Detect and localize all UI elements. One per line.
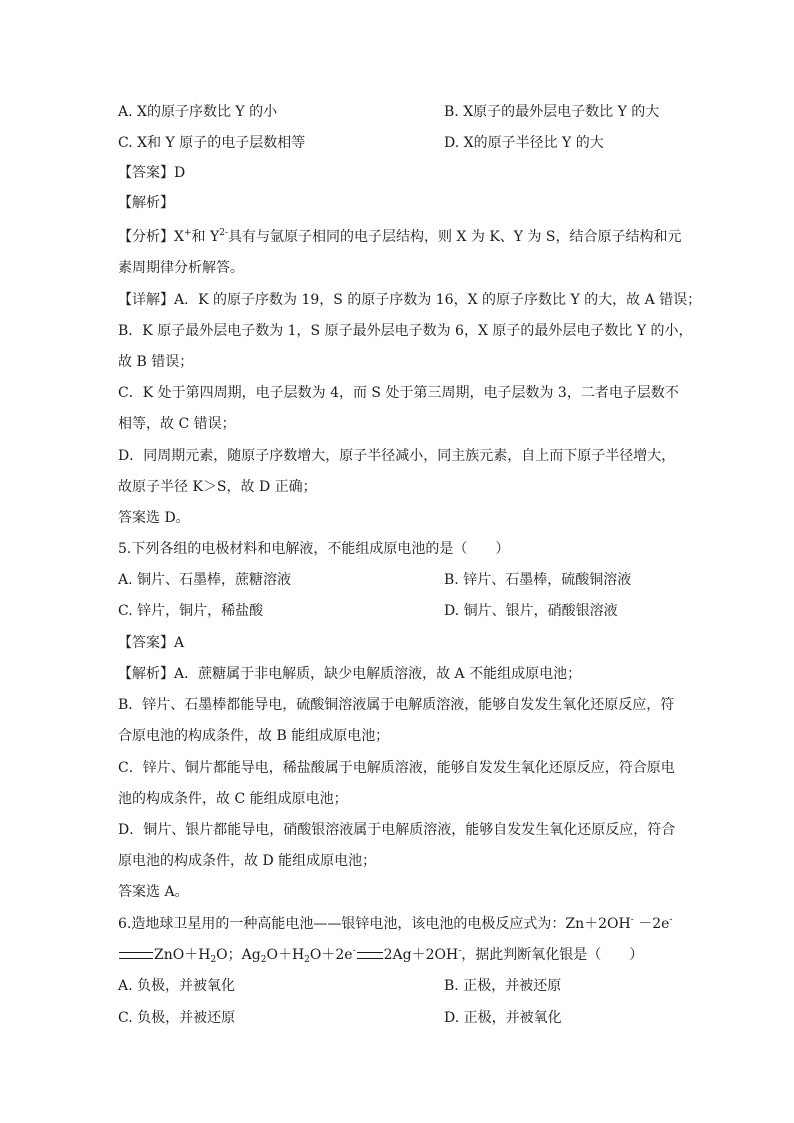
q6-stem2-c: O＋H <box>266 947 305 963</box>
q5-jiexi-line7: 原电池的构成条件，故 D 能组成原电池； <box>118 853 377 869</box>
q6-stem2-sup2: - <box>458 946 462 956</box>
q6-stem-line2 <box>118 945 643 965</box>
q4-xiangjie-line6: D．同周期元素，随原子序数增大，原子半径减小，同主族元素，自上而下原子半径增大， <box>118 448 676 464</box>
q5-option-a: A. 铜片、石墨棒，蔗糖溶液 <box>118 572 292 588</box>
q5-jiexi-line6: D．铜片、银片都能导电，硝酸银溶液属于电解质溶液，能够自发发生氧化还原反应，符合 <box>118 822 676 838</box>
q4-fenxi-line2: 素周期律分析解答。 <box>118 260 244 276</box>
q5-jiexi-line5: 池的构成条件，故 C 能组成原电池； <box>118 791 348 807</box>
q6-option-a: A. 负极，并被氧化 <box>118 978 236 994</box>
q4-option-d: D. X的原子半径比 Y 的大 <box>444 135 604 151</box>
q6-stem2-a: ZnO＋H <box>154 947 211 963</box>
q6-stem2-sup1: - <box>352 946 356 956</box>
q4-fenxi-sup-plus: + <box>183 228 192 238</box>
q4-xiangjie-line3: 故 B 错误； <box>118 354 194 370</box>
q4-fenxi-text-b: 和 Y <box>191 229 220 245</box>
q6-stem2-d: O＋2e <box>309 947 353 963</box>
q6-stem2-b: O；Ag <box>216 947 261 963</box>
q4-xiangjie-line7: 故原子半径 K＞S，故 D 正确； <box>118 479 317 495</box>
q6-stem-line1 <box>118 914 672 934</box>
q4-xiangjie-line1: 【详解】A．K 的原子序数为 19，S 的原子序数为 16，X 的原子序数比 Y 的大，故 A 错误； <box>118 292 702 308</box>
q4-final-answer: 答案选 D。 <box>118 510 190 526</box>
q4-option-b: B. X原子的最外层电子数比 Y 的大 <box>444 104 660 120</box>
q4-xiangjie-line2: B．K 原子最外层电子数为 1，S 原子最外层电子数为 6，X 原子的最外层电子数比 Y 的小， <box>118 323 693 339</box>
q6-stem2-sub3: 2 <box>304 955 310 965</box>
q6-option-d: D. 正极，并被氧化 <box>444 1010 562 1026</box>
q6-option-b: B. 正极，并被还原 <box>444 978 562 994</box>
q5-stem: 5.下列各组的电极材料和电解液，不能组成原电池的是（ ） <box>118 541 510 557</box>
q6-stem2-sub1: 2 <box>210 955 217 965</box>
q5-jiexi-line1: 【解析】A．蔗糖属于非电解质，缺少电解质溶液，故 A 不能组成原电池； <box>118 666 582 682</box>
q6-stem-sup-1: - <box>630 915 634 925</box>
q4-xiangjie-line4: C．K 处于第四周期，电子层数为 4，而 S 处于第三周期，电子层数为 3，二者电子层数不 <box>118 385 679 401</box>
q6-stem2-e: 2Ag＋2OH <box>383 947 459 963</box>
q4-fenxi-sup-2minus: 2- <box>219 228 228 238</box>
q6-option-c: C. 负极，并被还原 <box>118 1010 236 1026</box>
q6-stem2-sub2: 2 <box>260 955 267 965</box>
q5-option-c: C. 锌片，铜片，稀盐酸 <box>118 603 264 619</box>
q5-jiexi-line3: 合原电池的构成条件，故 B 能组成原电池； <box>118 728 390 744</box>
q5-answer: 【答案】A <box>118 635 185 651</box>
q6-stem-sup-2: - <box>669 915 673 925</box>
q6-stem-text-a: 6.造地球卫星用的一种高能电池——银锌电池，该电池的电极反应式为：Zn＋2OH <box>118 916 631 932</box>
reaction-equals-sign-2 <box>357 952 383 959</box>
q5-jiexi-line4: C．锌片、铜片都能导电，稀盐酸属于电解质溶液，能够自发发生氧化还原反应，符合原电 <box>118 760 675 776</box>
q5-jiexi-line2: B．锌片、石墨棒都能导电，硫酸铜溶液属于电解质溶液，能够自发发生氧化还原反应，符 <box>118 697 675 713</box>
q6-stem2-f: ，据此判断氧化银是（ ） <box>461 947 644 963</box>
q5-option-d: D. 铜片、银片，硝酸银溶液 <box>444 603 618 619</box>
q5-final-answer: 答案选 A。 <box>118 884 189 900</box>
q4-answer: 【答案】D <box>118 165 186 181</box>
q4-jiexi-heading: 【解析】 <box>118 195 174 211</box>
q4-option-a: A. X的原子序数比 Y 的小 <box>118 104 278 120</box>
q5-option-b: B. 锌片、石墨棒，硫酸铜溶液 <box>444 572 632 588</box>
q4-xiangjie-line5: 相等，故 C 错误； <box>118 416 236 432</box>
q4-fenxi-text-a: 【分析】X <box>118 229 184 245</box>
q4-fenxi-text-c: 具有与氩原子相同的电子层结构，则 X 为 K、Y 为 S，结合原子结构和元 <box>228 229 682 245</box>
q4-fenxi-line1 <box>118 227 682 247</box>
q4-option-c: C. X和 Y 原子的电子层数相等 <box>118 135 306 151</box>
reaction-equals-sign <box>119 952 153 959</box>
q6-stem-text-b: －2e <box>633 916 670 932</box>
